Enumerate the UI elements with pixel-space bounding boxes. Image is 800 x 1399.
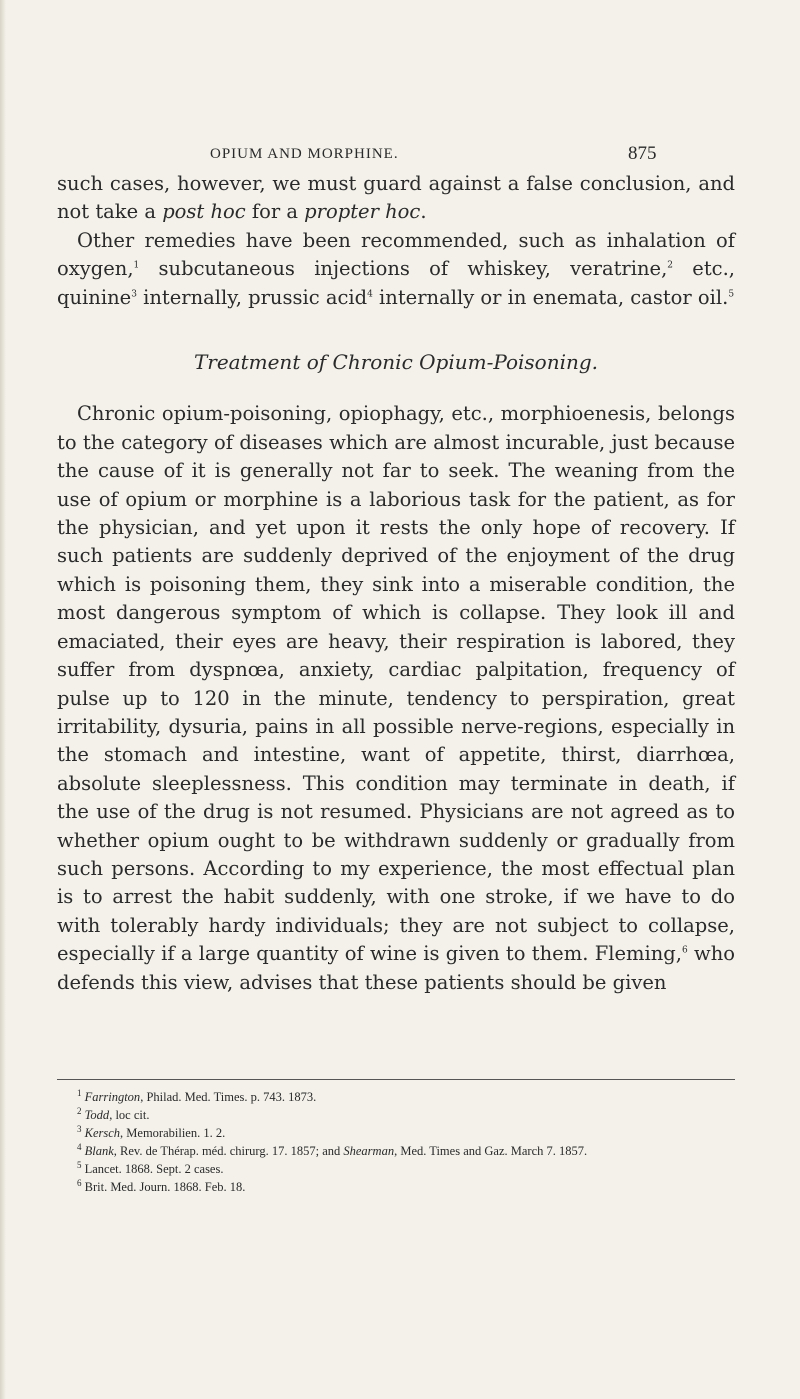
paragraph-1: such cases, however, we must guard against a false conclusion, and not take a post hoc for a propter hoc. [57,172,735,224]
page-number: 875 [628,143,657,164]
footnote-5: $^5$ Lancet. 1868. Sept. 2 cases. [77,1159,224,1176]
paragraph-2: Other remedies have been recommended, such as inhalation of oxygen,$^1$ subcutaneous injections of whiskey, veratrine,$^2$ etc., quinine$^3$ internally, prussic acid$^4$ internally or in enemata, castor oil.$^5$ [57,228,735,309]
emphasis-propter-hoc: propter hoc [304,200,421,224]
paragraph-3: Chronic opium-poisoning, opiophagy, etc., morphioenesis, belongs to the category of diseases which are almost incurable, just because the cause of it is generally not far to seek. The weaning from the use of opium or morphine is a laborious task for the patient, as for the physician, and yet upon it rests the only hope of recovery. If such patients are suddenly deprived of the enjoyment of the drug which is poisoning them, they sink into a miserable condition, the most dangerous symptom of which is collapse. They look ill and emaciated, their eyes are heavy, their respiration is labored, they suffer from dyspnœa, anxiety, cardiac palpitation, frequency of pulse up to 120 in the minute, tendency to perspiration, great irritability, dysuria, pains in all possible nerve-regions, especially in the stomach and intestine, want of appetite, thirst, diarrhœa, absolute sleeplessness. This condition may terminate in death, if the use of the drug is not resumed. Physicians are not agreed as to whether opium ought to be withdrawn suddenly or gradually from such persons. According to my experience, the most effectual plan is to arrest the habit suddenly, with one stroke, if we have to do with tolerably hardy individuals; they are not subject to collapse, especially if a large quantity of wine is given to them. Fleming,$^6$ who defends this view, advises that these patients should be given [57,402,735,994]
footnote-divider [57,1079,735,1080]
footnotes [57,1088,735,1196]
body-text [57,170,735,997]
footnote-3: $^3$ Kersch, Memorabilien. 1. 2. [77,1123,226,1140]
footnote-4: $^4$ Blank, Rev. de Thérap. méd. chirurg. 17. 1857; and Shearman, Med. Times and Gaz. March 7. 1857. [77,1141,588,1158]
footnote-ref-6: 6 [681,945,688,956]
footnote-ref-5: 5 [728,289,735,300]
footnote-ref-2: 2 [667,260,674,271]
footnote-ref-4: 4 [367,289,373,300]
footnote-ref-1: 1 [133,260,140,271]
footnote-6: $^6$ Brit. Med. Journ. 1868. Feb. 18. [77,1177,246,1194]
emphasis-post-hoc: post hoc [162,200,246,224]
section-heading: Treatment of Chronic Opium-Poisoning. [193,350,599,375]
page-edge-shadow [0,0,6,1399]
running-title: OPIUM AND MORPHINE. [210,146,399,162]
footnote-1: $^1$ Farrington, Philad. Med. Times. p. 743. 1873. [77,1087,317,1104]
footnote-2: $^2$ Todd, loc cit. [77,1105,150,1122]
footnote-ref-3: 3 [131,289,137,300]
